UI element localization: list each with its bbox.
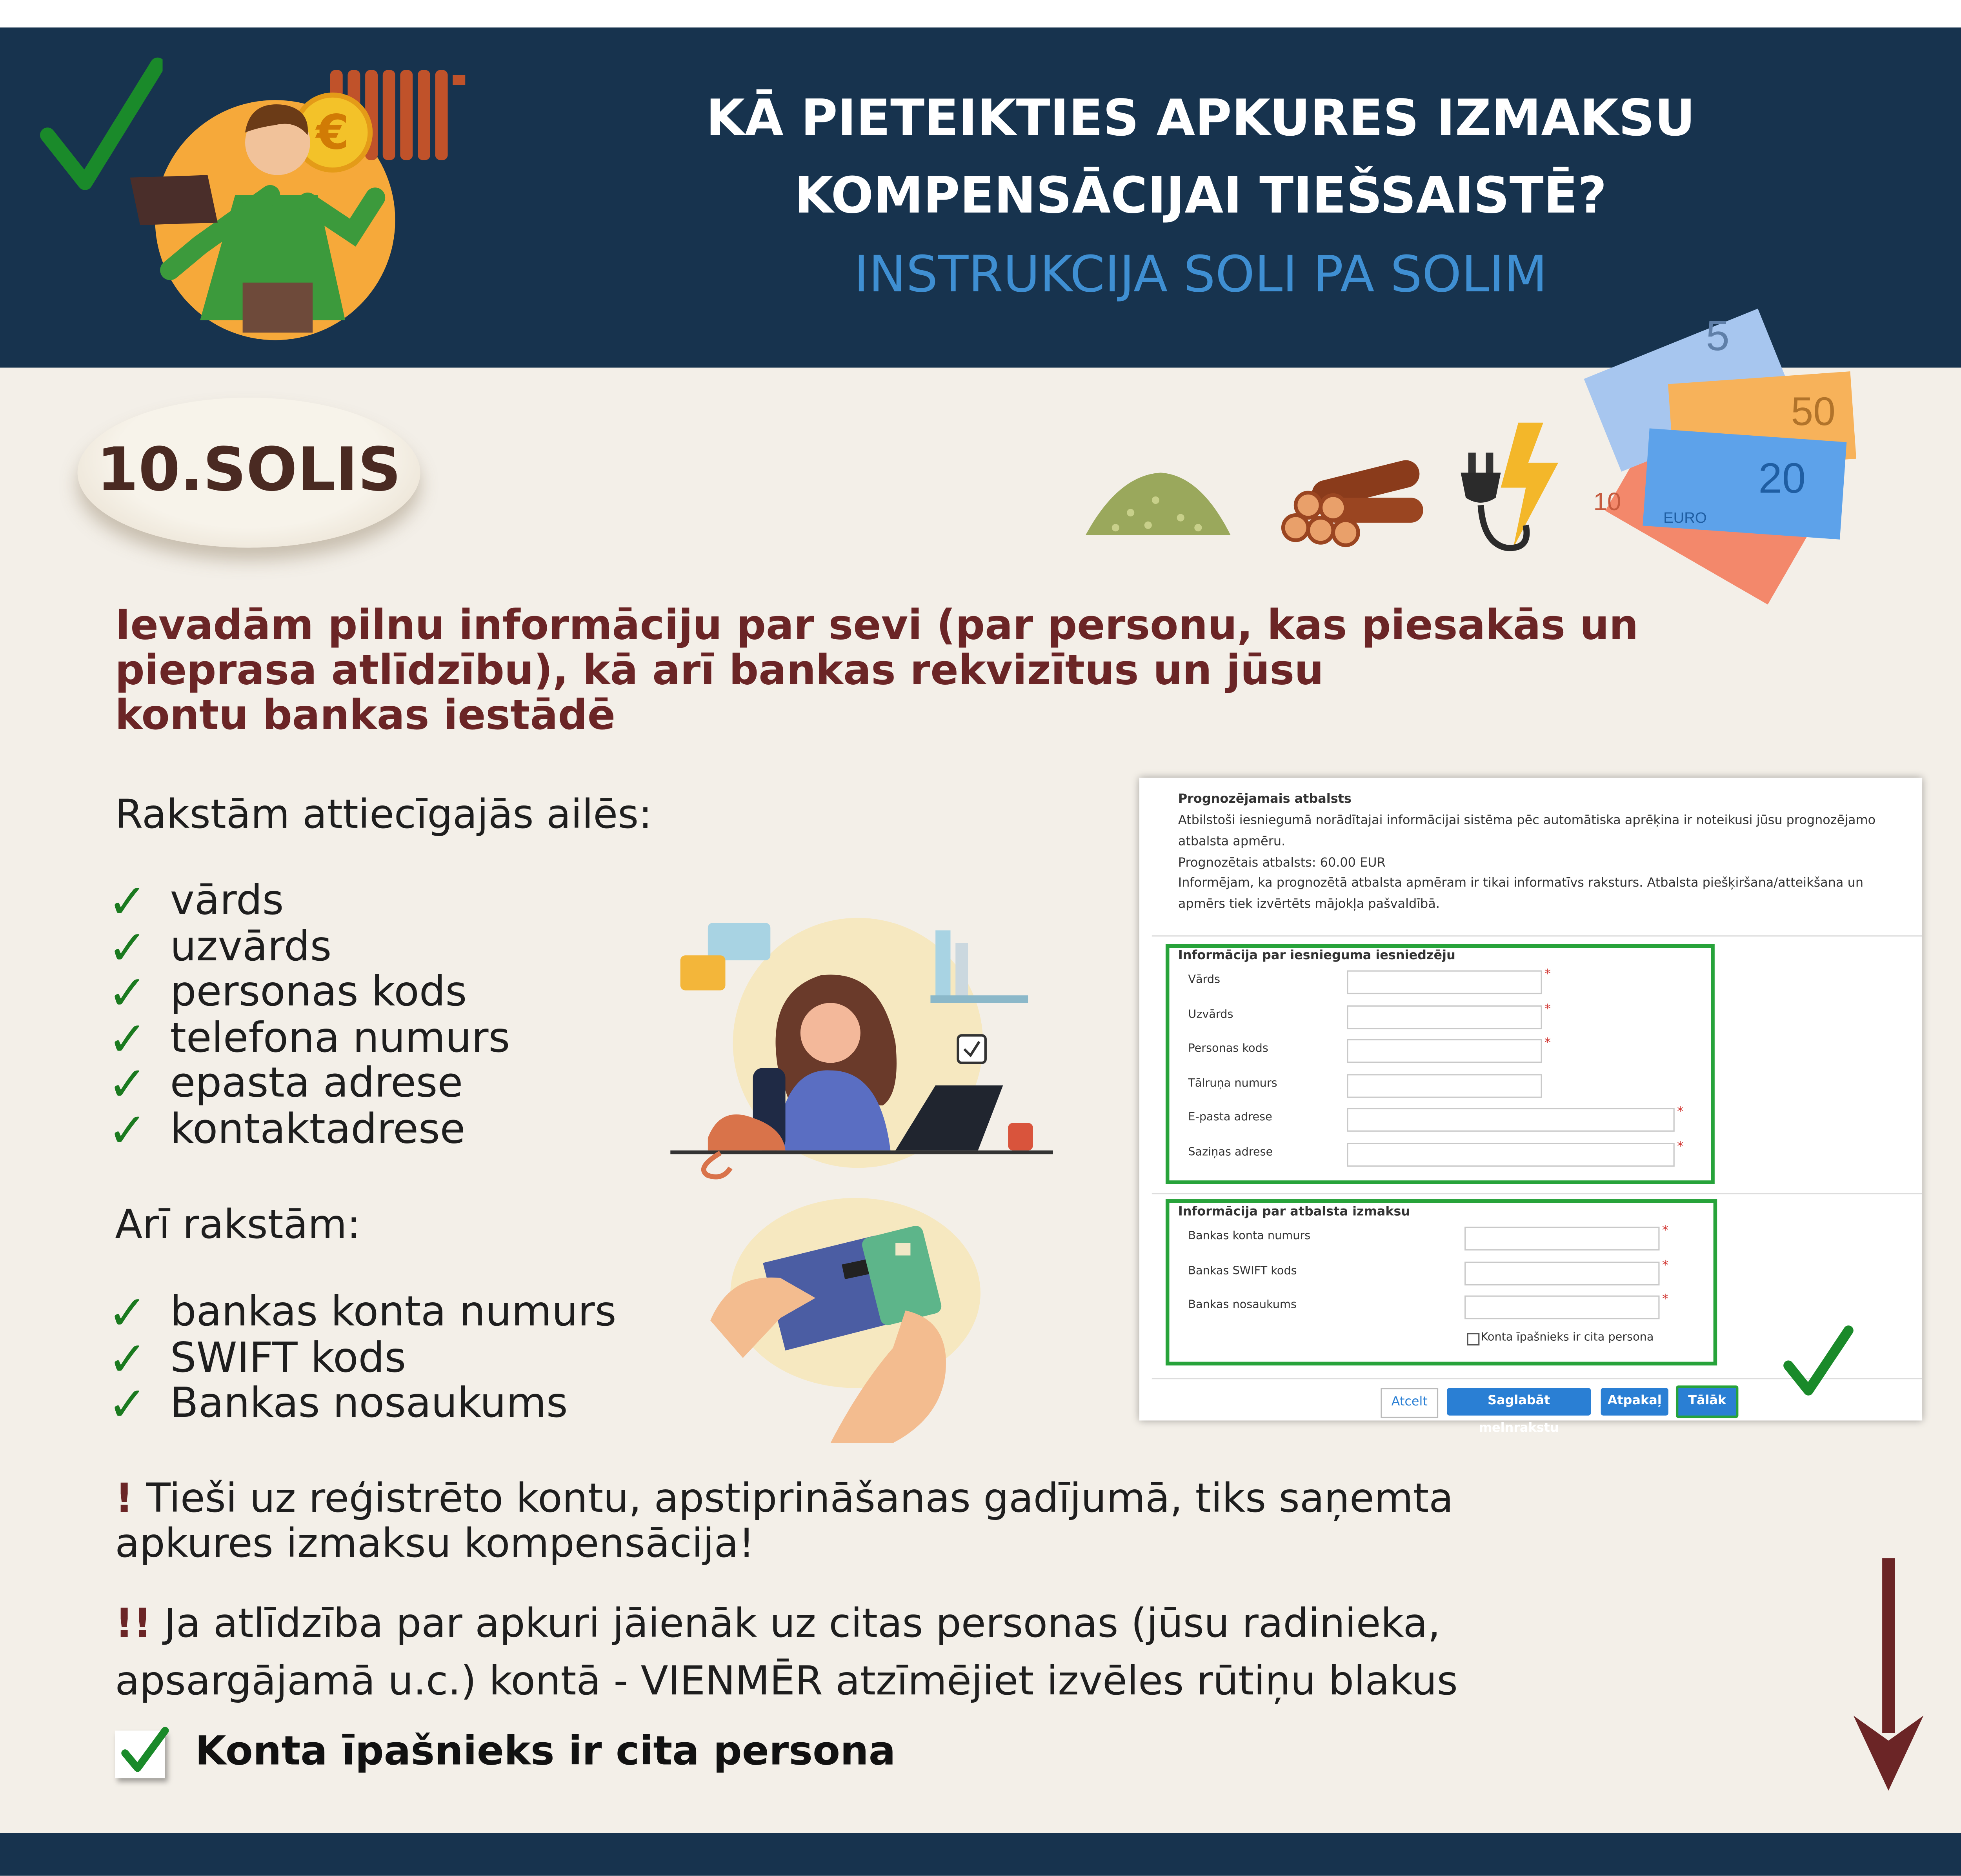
required-asterisk: *	[1662, 1224, 1668, 1238]
form-field-label: Bankas konta numurs	[1188, 1230, 1311, 1243]
field-list-item: kontaktadrese	[170, 1103, 466, 1153]
forecast-text-line-1: Atbilstoši iesniegumā norādītajai informācijai sistēma pēc automātiska aprēķina ir noteikusi jūsu prognozējamo	[1178, 814, 1876, 828]
note-1-mark: !	[115, 1474, 133, 1522]
forecast-amount: Prognozētais atbalsts: 60.00 EUR	[1178, 856, 1386, 871]
euro-banknotes-illustration	[1583, 290, 1896, 618]
owner-checkbox[interactable]	[1467, 1333, 1479, 1345]
fields-intro: Rakstām attiecīgajās ailēs:	[115, 790, 652, 838]
lead-paragraph	[115, 600, 1641, 739]
check-icon: ✓	[107, 920, 147, 975]
owner-checkbox-note: Konta īpašnieks ir cita persona	[195, 1727, 896, 1774]
banknote-currency: EURO	[1663, 509, 1707, 526]
lead-line-3: kontu bankas iestādē	[115, 690, 616, 739]
banknote-20-value: 20	[1758, 454, 1806, 502]
lead-line-1: Ievadām pilnu informāciju par sevi (par personu, kas piesakās un	[115, 600, 1639, 649]
wood-pellets-icon	[1081, 463, 1235, 545]
required-asterisk: *	[1544, 1002, 1551, 1016]
check-icon: ✓	[107, 1376, 147, 1432]
banknote-5-value: 5	[1706, 311, 1730, 359]
firewood-logs-icon	[1273, 455, 1423, 555]
form-field-label: Tālruņa numurs	[1188, 1077, 1277, 1090]
note-1-line-1	[115, 1476, 1453, 1521]
field-list-item: telefona numurs	[170, 1012, 510, 1061]
lead-line-2: pieprasa atlīdzību), kā arī bankas rekvizītus un jūsu	[115, 645, 1324, 694]
note-2-line-1	[115, 1601, 1440, 1646]
form-text-input[interactable]	[1347, 1039, 1542, 1063]
form-field-label: Bankas SWIFT kods	[1188, 1265, 1297, 1278]
top-strip	[0, 0, 1961, 27]
note-1-text: Tieši uz reģistrēto kontu, apstiprināšanas gadījumā, tiks saņemta	[146, 1474, 1453, 1522]
form-field-label: Personas kods	[1188, 1043, 1268, 1056]
footer-bar	[0, 1833, 1961, 1876]
step-badge	[78, 398, 420, 548]
banknote-50-value: 50	[1791, 389, 1835, 434]
save-draft-button[interactable]: Saglabāt melnrakstu	[1447, 1388, 1591, 1416]
form-text-input[interactable]	[1347, 1005, 1542, 1029]
payment-section-title: Informācija par atbalsta izmaksu	[1178, 1205, 1410, 1220]
check-icon: ✓	[107, 1056, 147, 1112]
form-text-input[interactable]	[1347, 1108, 1674, 1132]
note-2-mark: !!	[115, 1599, 152, 1647]
banknote-10-value: 10	[1593, 487, 1621, 516]
form-text-input[interactable]	[1464, 1296, 1659, 1320]
check-icon: ✓	[107, 1285, 147, 1341]
note-2-text: Ja atlīdzība par apkuri jāienāk uz citas personas (jūsu radinieka,	[164, 1599, 1441, 1647]
bank-field-list-item: SWIFT kods	[170, 1332, 406, 1382]
required-asterisk: *	[1662, 1293, 1668, 1307]
wallet-and-card-illustration	[705, 1198, 983, 1448]
forecast-note-line-2: apmērs tiek izvērtēts mājokļa pašvaldībā.	[1178, 898, 1440, 912]
section-divider	[1152, 1193, 1922, 1194]
forecast-note-line-1: Informējam, ka prognozētā atbalsta apmēram ir tikai informatīvs raksturs. Atbalsta piešķiršana/atteikšana un	[1178, 876, 1864, 891]
check-icon: ✓	[107, 1011, 147, 1066]
back-button[interactable]: Atpakaļ	[1601, 1388, 1668, 1416]
required-asterisk: *	[1677, 1105, 1684, 1119]
form-field-label: E-pasta adrese	[1188, 1111, 1272, 1124]
note-2-line-2: apsargājamā u.c.) kontā - VIENMĒR atzīmējiet izvēles rūtiņu blakus	[115, 1657, 1458, 1705]
form-field-label: Vārds	[1188, 974, 1221, 987]
page-subtitle: INSTRUKCIJA SOLI PA SOLIM	[854, 246, 1548, 304]
field-list-item: vārds	[170, 875, 284, 924]
bank-field-list-item: bankas konta numurs	[170, 1287, 617, 1336]
next-step-check-icon	[1781, 1323, 1856, 1401]
field-list-item: personas kods	[170, 966, 467, 1016]
forecast-title: Prognozējamais atbalsts	[1178, 793, 1352, 807]
required-asterisk: *	[1544, 968, 1551, 982]
woman-at-laptop-illustration	[670, 918, 1053, 1181]
required-asterisk: *	[1544, 1036, 1551, 1051]
form-field-label: Saziņas adrese	[1188, 1146, 1273, 1159]
checkbox-check-icon	[120, 1723, 170, 1776]
page-title-line-1: KĀ PIETEIKTIES APKURES IZMAKSU	[706, 90, 1695, 148]
check-icon: ✓	[107, 874, 147, 929]
note-1-line-2: apkures izmaksu kompensācija!	[115, 1519, 755, 1567]
form-field-label: Uzvārds	[1188, 1008, 1233, 1021]
check-icon: ✓	[107, 1331, 147, 1386]
field-list-item: epasta adrese	[170, 1058, 463, 1107]
check-icon: ✓	[107, 1102, 147, 1158]
check-icon: ✓	[107, 965, 147, 1021]
applicant-section-title: Informācija par iesnieguma iesniedzēju	[1178, 949, 1455, 963]
forecast-text-line-2: atbalsta apmēru.	[1178, 835, 1286, 849]
form-text-input[interactable]	[1347, 1142, 1674, 1166]
electric-plug-icon	[1456, 418, 1568, 558]
form-field-label: Bankas nosaukums	[1188, 1299, 1297, 1312]
euro-symbol: €	[316, 105, 349, 160]
man-with-laptop-illustration	[120, 58, 483, 345]
form-text-input[interactable]	[1347, 1074, 1542, 1098]
field-list-item: uzvārds	[170, 921, 332, 970]
step-label: 10.SOLIS	[96, 435, 401, 505]
form-text-input[interactable]	[1347, 970, 1542, 994]
page-title-line-2: KOMPENSĀCIJAI TIEŠSAISTĒ?	[794, 167, 1607, 225]
next-button[interactable]: Tālāk	[1676, 1385, 1738, 1418]
bank-fields-intro: Arī rakstām:	[115, 1200, 360, 1248]
cancel-button[interactable]: Atcelt	[1381, 1388, 1438, 1418]
required-asterisk: *	[1677, 1140, 1684, 1154]
required-asterisk: *	[1662, 1258, 1668, 1272]
section-divider	[1152, 935, 1922, 936]
form-text-input[interactable]	[1464, 1261, 1659, 1285]
down-arrow-icon	[1848, 1558, 1928, 1796]
bank-field-list-item: Bankas nosaukums	[170, 1378, 568, 1427]
owner-checkbox-label: Konta īpašnieks ir cita persona	[1481, 1332, 1654, 1344]
form-text-input[interactable]	[1464, 1227, 1659, 1251]
